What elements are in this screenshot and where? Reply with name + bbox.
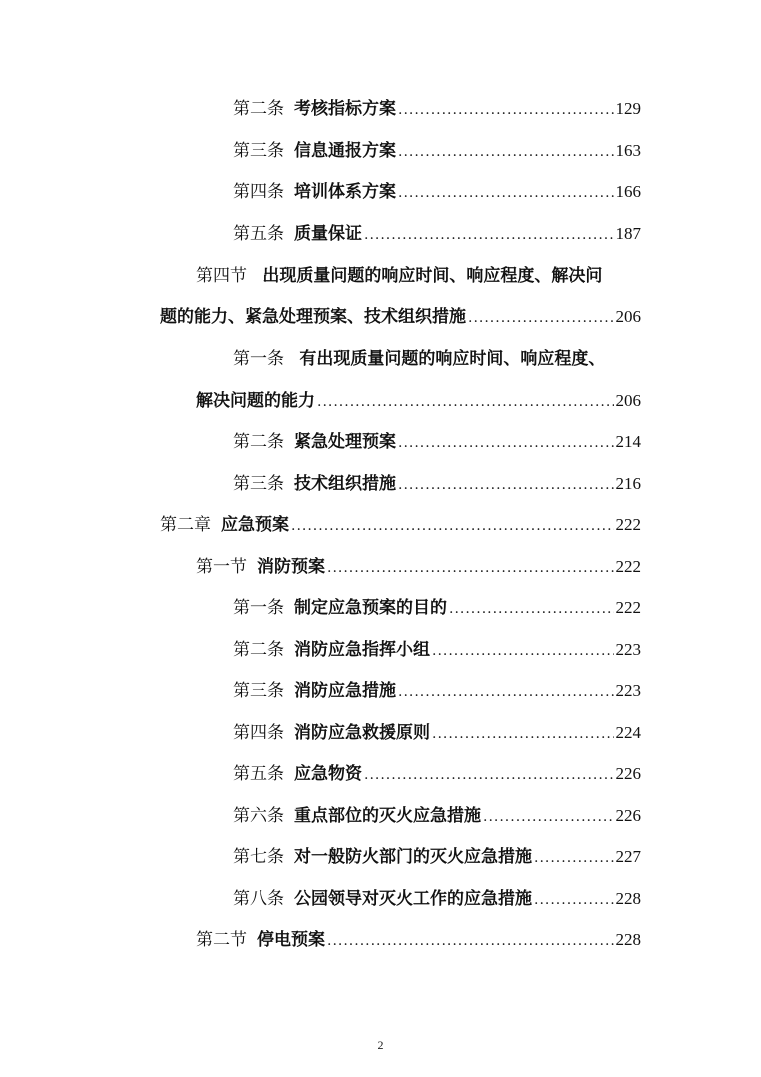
toc-entry-chapter[interactable]: [160, 511, 641, 539]
dot-leader: [449, 595, 614, 623]
toc-entry[interactable]: [233, 843, 641, 871]
entry-label: 第二节: [196, 930, 247, 950]
toc-entry[interactable]: [233, 802, 641, 830]
entry-title: 应急预案: [221, 515, 289, 535]
dot-leader: [432, 637, 614, 665]
entry-page: 223: [615, 681, 641, 700]
toc-entry[interactable]: [233, 760, 641, 788]
entry-label: 第二条: [233, 432, 284, 452]
dot-leader: [432, 720, 614, 748]
toc-entry[interactable]: [233, 137, 641, 165]
entry-page: 224: [615, 723, 641, 742]
entry-title: 考核指标方案: [294, 99, 396, 119]
entry-page: 226: [615, 806, 641, 825]
entry-page: 166: [615, 182, 641, 201]
dot-leader: [398, 429, 614, 457]
entry-page: 222: [615, 557, 641, 576]
entry-label: 第一条: [233, 598, 284, 618]
entry-label: 第三条: [233, 141, 284, 161]
toc-entry-line2[interactable]: [196, 387, 641, 415]
dot-leader: [468, 304, 614, 332]
toc-entry[interactable]: [233, 95, 641, 123]
dot-leader: [327, 927, 614, 955]
dot-leader: [364, 221, 614, 249]
toc-entry[interactable]: [233, 428, 641, 456]
entry-label: 第二条: [233, 640, 284, 660]
entry-title: 消防应急措施: [294, 681, 396, 701]
entry-title: 制定应急预案的目的: [294, 598, 447, 618]
entry-title: 消防应急救援原则: [294, 723, 430, 743]
toc-entry[interactable]: [233, 220, 641, 248]
toc-entry[interactable]: [233, 594, 641, 622]
entry-label: 第六条: [233, 806, 284, 826]
entry-title: 质量保证: [294, 224, 362, 244]
entry-page: 223: [615, 640, 641, 659]
entry-page: 206: [615, 307, 641, 326]
entry-title: 重点部位的灭火应急措施: [294, 806, 481, 826]
entry-title: 消防应急指挥小组: [294, 640, 430, 660]
toc-entry-line2[interactable]: [160, 303, 641, 331]
dot-leader: [317, 388, 614, 416]
entry-title: 应急物资: [294, 764, 362, 784]
entry-label: 第四节: [196, 266, 247, 286]
entry-label: 第七条: [233, 847, 284, 867]
entry-page: 222: [615, 515, 641, 534]
entry-page: 214: [615, 432, 641, 451]
entry-label: 第三条: [233, 681, 284, 701]
entry-title: 停电预案: [257, 930, 325, 950]
toc-entry-section[interactable]: [196, 926, 641, 954]
entry-label: 第一条: [233, 349, 284, 369]
entry-page: 163: [615, 141, 641, 160]
entry-label: 第四条: [233, 182, 284, 202]
page-number: 2: [377, 1038, 384, 1052]
dot-leader: [291, 512, 614, 540]
entry-label: 第四条: [233, 723, 284, 743]
toc-entry[interactable]: [233, 677, 641, 705]
dot-leader: [398, 138, 614, 166]
toc-entry[interactable]: [233, 636, 641, 664]
toc-entry-line1[interactable]: [233, 345, 605, 373]
entry-title: 消防预案: [257, 557, 325, 577]
entry-label: 第三条: [233, 474, 284, 494]
toc-entry-section[interactable]: [196, 553, 641, 581]
entry-title: 培训体系方案: [294, 182, 396, 202]
entry-label: 第二条: [233, 99, 284, 119]
entry-title: 紧急处理预案: [294, 432, 396, 452]
entry-page: 226: [615, 764, 641, 783]
entry-page: 228: [615, 889, 641, 908]
entry-page: 228: [615, 930, 641, 949]
dot-leader: [364, 761, 614, 789]
entry-title-line2: 解决问题的能力: [196, 391, 315, 411]
entry-title-line2: 题的能力、紧急处理预案、技术组织措施: [160, 307, 466, 327]
toc-entry[interactable]: [233, 719, 641, 747]
dot-leader: [398, 471, 614, 499]
entry-label: 第二章: [160, 515, 211, 535]
entry-page: 222: [615, 598, 641, 617]
dot-leader: [534, 844, 614, 872]
dot-leader: [483, 803, 614, 831]
dot-leader: [398, 179, 614, 207]
toc-entry[interactable]: [233, 470, 641, 498]
entry-page: 227: [615, 847, 641, 866]
toc-entry[interactable]: [233, 885, 641, 913]
entry-page: 216: [615, 474, 641, 493]
entry-label: 第五条: [233, 224, 284, 244]
dot-leader: [534, 886, 614, 914]
toc-entry-line1[interactable]: [196, 262, 602, 290]
dot-leader: [398, 96, 614, 124]
entry-label: 第八条: [233, 889, 284, 909]
entry-title: 信息通报方案: [294, 141, 396, 161]
entry-page: 206: [615, 391, 641, 410]
dot-leader: [327, 554, 614, 582]
entry-title-line1: 出现质量问题的响应时间、响应程度、解决问: [262, 266, 603, 286]
entry-label: 第五条: [233, 764, 284, 784]
entry-title: 公园领导对灭火工作的应急措施: [294, 889, 532, 909]
entry-label: 第一节: [196, 557, 247, 577]
entry-title-line1: 有出现质量问题的响应时间、响应程度、: [299, 349, 606, 369]
entry-title: 对一般防火部门的灭火应急措施: [294, 847, 532, 867]
entry-page: 187: [615, 224, 641, 243]
toc-entry[interactable]: [233, 178, 641, 206]
entry-page: 129: [615, 99, 641, 118]
dot-leader: [398, 678, 614, 706]
entry-title: 技术组织措施: [294, 474, 396, 494]
